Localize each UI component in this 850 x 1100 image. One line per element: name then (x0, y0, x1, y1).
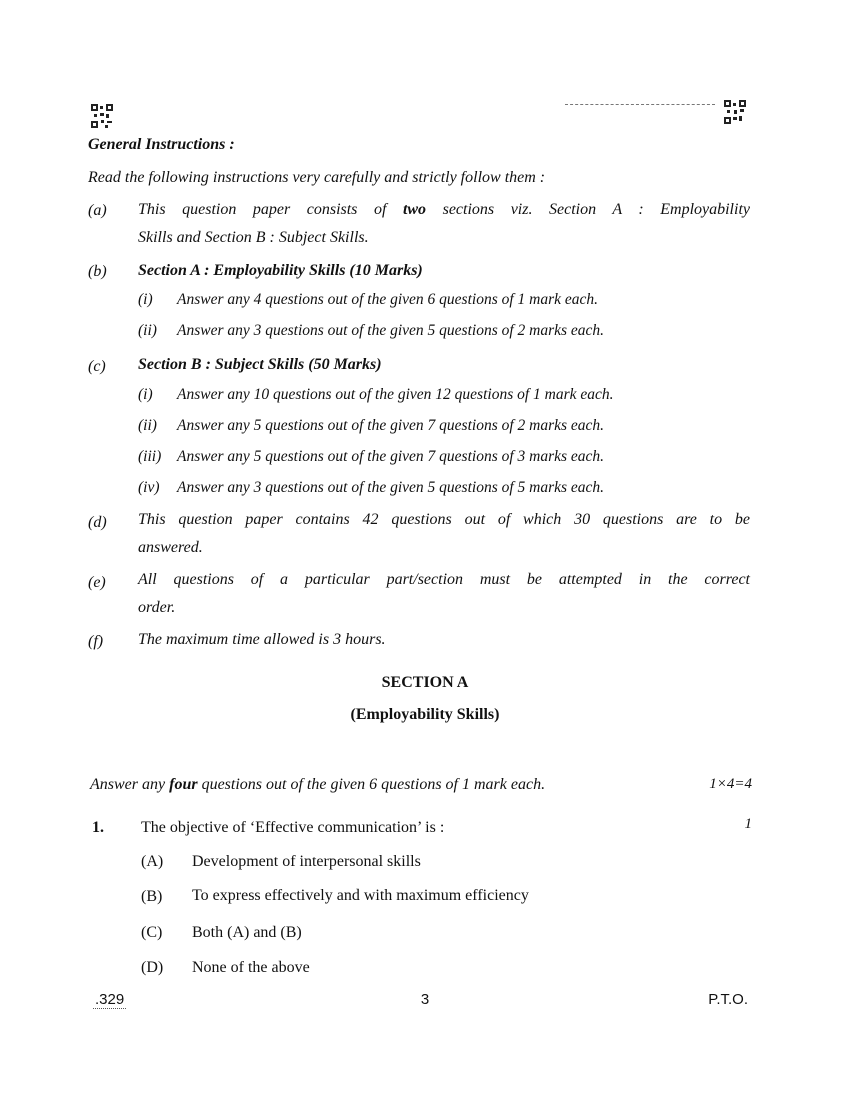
instruction-d: This question paper contains 42 questions out of which 30 questions are to be answered. (138, 511, 750, 556)
instruction-a: This question paper consists of two sections viz. Section A : Employability Skills and Section B : Subject Skills. (138, 201, 750, 246)
sub-label: (ii) (138, 417, 157, 434)
sub-text: Answer any 3 questions out of the given 5 questions of 5 marks each. (177, 479, 605, 496)
item-label: (b) (88, 263, 107, 280)
section-instruction: Answer any four questions out of the given 6 questions of 1 mark each. (90, 776, 546, 793)
section-marks: 1×4=4 (709, 776, 752, 792)
sub-label: (i) (138, 291, 153, 308)
instruction-e: All questions of a particular part/section must be attempted in the correct order. (138, 571, 750, 616)
sub-label: (ii) (138, 322, 157, 339)
option-text: Both (A) and (B) (192, 924, 302, 941)
instruction-f: The maximum time allowed is 3 hours. (138, 631, 386, 648)
question-marks: 1 (744, 816, 752, 832)
section-b-heading: Section B : Subject Skills (50 Marks) (138, 356, 382, 373)
option-label: (B) (141, 888, 163, 905)
question-text: The objective of ‘Effective communication’ is : (141, 819, 445, 836)
header-rule (565, 104, 715, 105)
item-label: (c) (88, 358, 106, 375)
option-text: To express effectively and with maximum efficiency (192, 887, 529, 904)
sub-label: (iv) (138, 479, 160, 496)
item-label: (e) (88, 574, 106, 591)
pto-label: P.T.O. (708, 991, 748, 1008)
page-number: 3 (420, 991, 430, 1008)
section-subtitle: (Employability Skills) (350, 706, 500, 723)
qr-code-icon (724, 100, 746, 124)
option-text: Development of interpersonal skills (192, 853, 421, 870)
sub-text: Answer any 5 questions out of the given 7 questions of 2 marks each. (177, 417, 605, 434)
option-label: (D) (141, 959, 164, 976)
option-label: (A) (141, 853, 164, 870)
sub-text: Answer any 5 questions out of the given 7 questions of 3 marks each. (177, 448, 605, 465)
question-number: 1. (92, 819, 104, 836)
sub-label: (iii) (138, 448, 162, 465)
section-title: SECTION A (381, 674, 469, 691)
sub-text: Answer any 3 questions out of the given 5 questions of 2 marks each. (177, 322, 605, 339)
item-label: (f) (88, 633, 104, 650)
item-label: (d) (88, 514, 107, 531)
item-label: (a) (88, 202, 107, 219)
sub-label: (i) (138, 386, 153, 403)
instructions-intro: Read the following instructions very carefully and strictly follow them : (88, 169, 546, 186)
option-label: (C) (141, 924, 163, 941)
paper-code: .329 (95, 991, 125, 1008)
section-a-heading: Section A : Employability Skills (10 Marks) (138, 262, 423, 279)
instructions-title: General Instructions : (88, 136, 235, 153)
sub-text: Answer any 4 questions out of the given 6 questions of 1 mark each. (177, 291, 599, 308)
option-text: None of the above (192, 959, 310, 976)
sub-text: Answer any 10 questions out of the given 12 questions of 1 mark each. (177, 386, 614, 403)
qr-code-icon (91, 104, 113, 128)
